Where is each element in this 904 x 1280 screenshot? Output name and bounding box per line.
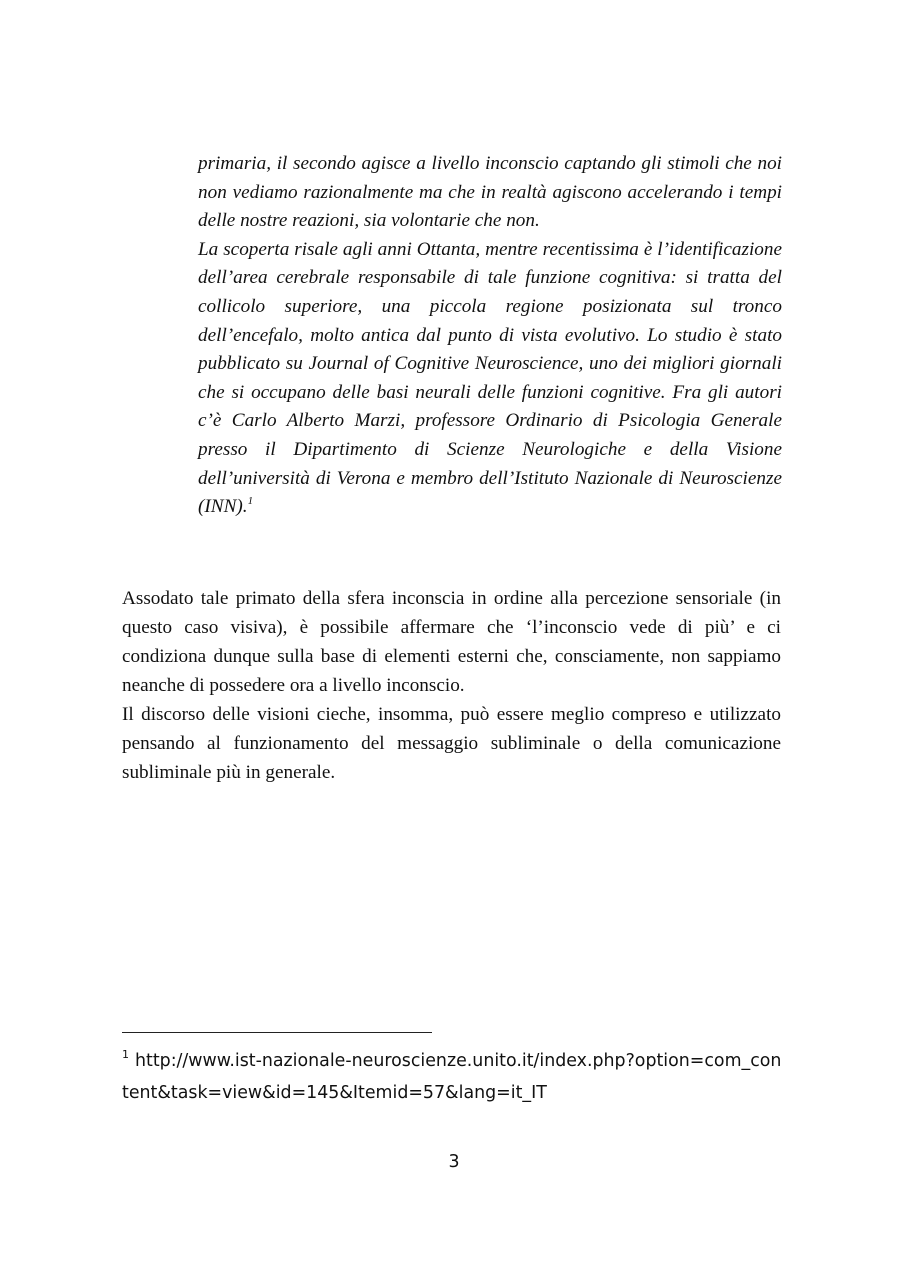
quote-paragraph-text: La scoperta risale agli anni Ottanta, mentre recentissima è l’identificazione dell’area cerebrale responsabile di tale funzione cognitiva: si tratta del collicolo superiore, una piccola regione posizionata sul tronco dell’encefalo, molto antica dal punto di vista evolutivo. Lo studio è stato pubblicato su Journal of Cognitive Neuroscience, uno dei migliori giornali che si occupano delle basi neurali delle funzioni cognitive. Fra gli autori c’è Carlo Alberto Marzi, professore Ordinario di Psicologia Generale presso il Dipartimento di Scienze Neurologiche e della Visione dell’università di Verona e membro dell’Istituto Nazionale di Neuroscienze (INN).	[198, 238, 782, 518]
footnote-url[interactable]: http://www.ist-nazionale-neuroscienze.unito.it/index.php?option=com_content&task=view&id=145&Itemid=57&lang=it_IT	[122, 1051, 782, 1103]
quote-paragraph	[198, 236, 782, 522]
indented-quote-block	[198, 150, 782, 522]
footnote	[122, 1046, 788, 1109]
footnote-separator	[122, 1032, 432, 1033]
body-paragraph: Il discorso delle visioni cieche, insomma, può essere meglio compreso e utilizzato pensando al funzionamento del messaggio subliminale o della comunicazione subliminale più in generale.	[122, 704, 781, 783]
body-text	[122, 584, 781, 787]
footnote-reference: 1	[247, 495, 254, 508]
page-number: 3	[448, 1152, 460, 1172]
quote-paragraph: primaria, il secondo agisce a livello inconscio captando gli stimoli che noi non vediamo razionalmente ma che in realtà agiscono accelerando i tempi delle nostre reazioni, sia volontarie che non.	[198, 153, 782, 232]
footnote-number: 1	[122, 1048, 129, 1061]
body-paragraph: Assodato tale primato della sfera inconscia in ordine alla percezione sensoriale (in questo caso visiva), è possibile affermare che ‘l’inconscio vede di più’ e ci condiziona dunque sulla base di elementi esterni che, consciamente, non sappiamo neanche di possedere ora a livello inconscio.	[122, 588, 781, 696]
